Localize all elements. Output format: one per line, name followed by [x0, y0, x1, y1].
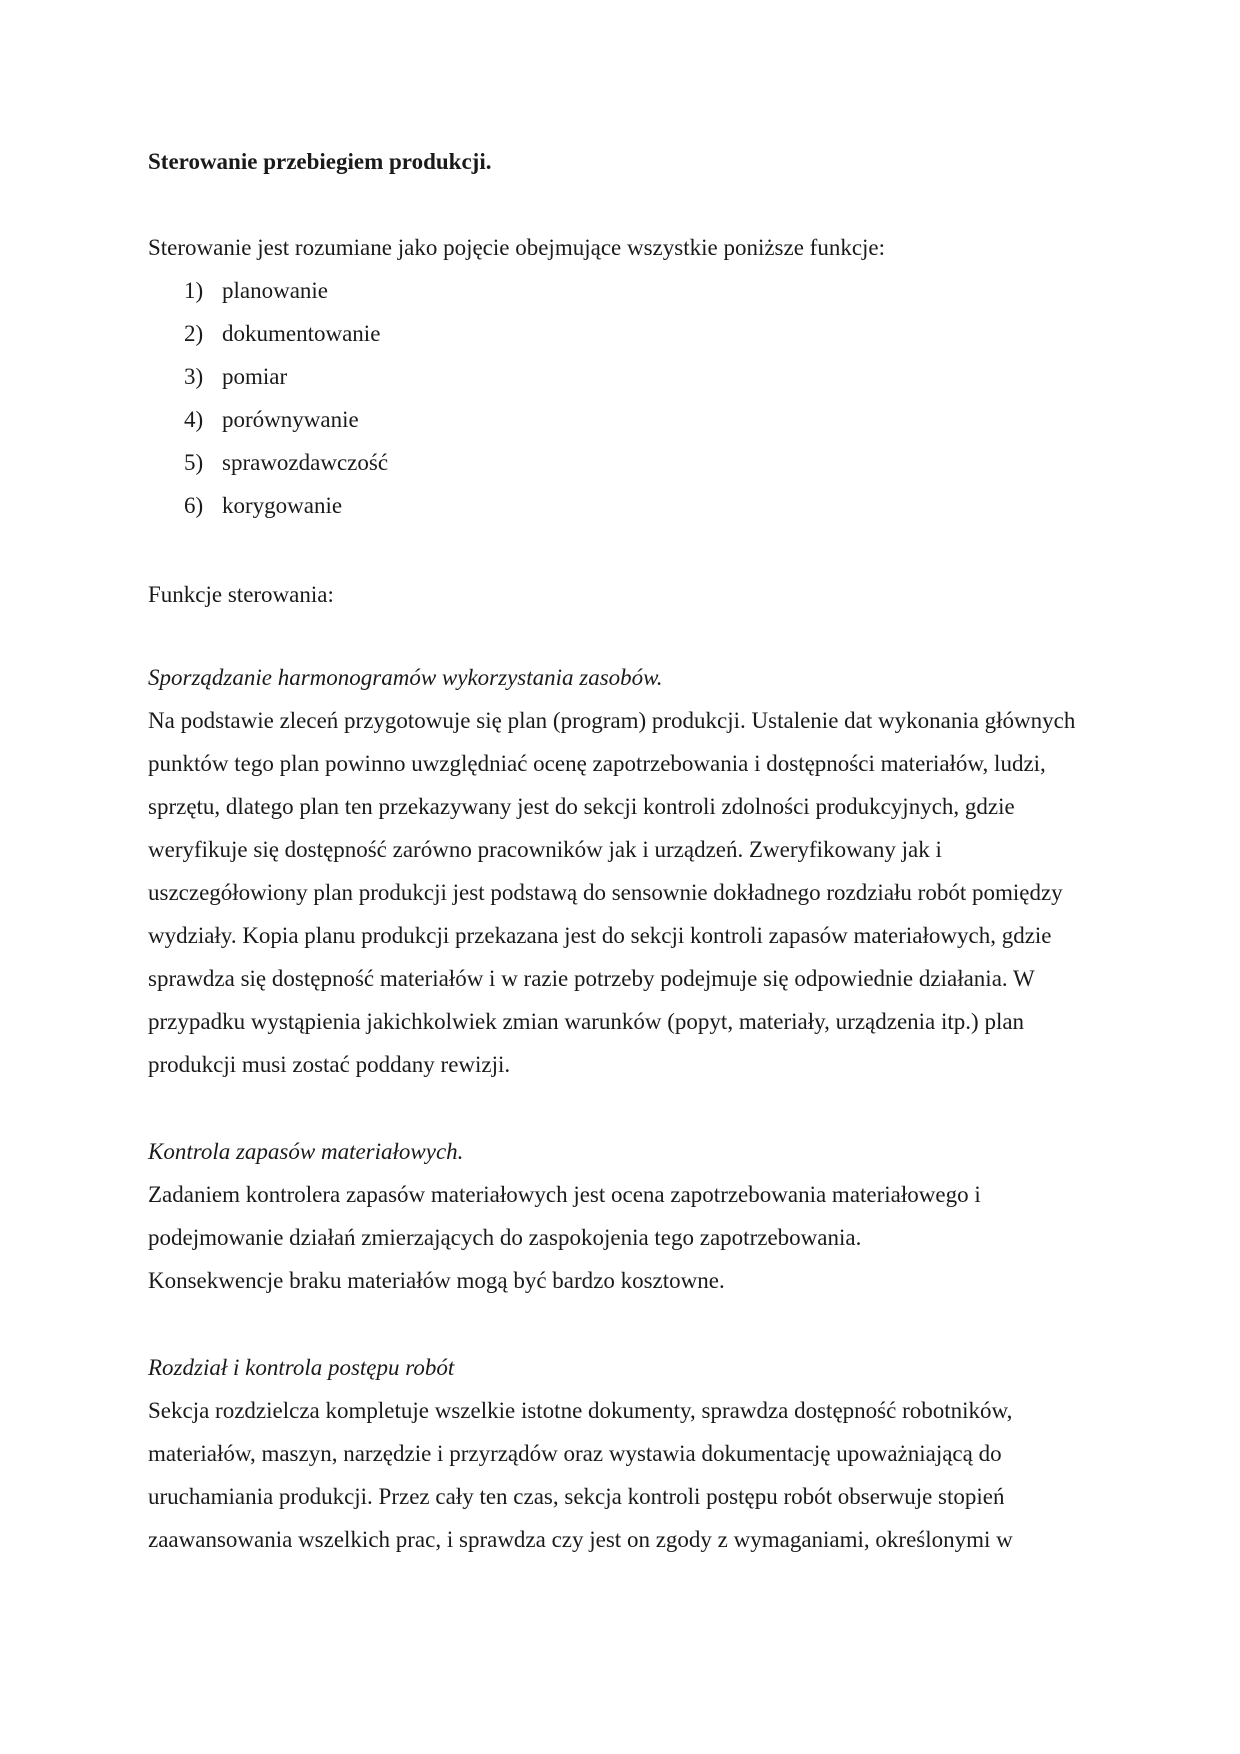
intro-paragraph: Sterowanie jest rozumiane jako pojęcie obejmujące wszystkie poniższe funkcje:: [148, 235, 886, 260]
list-item-number: 1): [184, 278, 204, 303]
list-item-label: porównywanie: [222, 407, 359, 432]
list-item-number: 5): [184, 450, 204, 475]
section-heading-schedules: Sporządzanie harmonogramów wykorzystania zasobów.: [148, 665, 663, 690]
functions-heading: Funkcje sterowania:: [148, 582, 334, 607]
list-item-number: 6): [184, 493, 204, 518]
section-body-schedules: Na podstawie zleceń przygotowuje się plan (program) produkcji. Ustalenie dat wykonania głównych punktów tego plan powinno uwzględniać ocenę zapotrzebowania i dostępności materiałów, ludzi, sprzętu, dlatego plan ten przekazywany jest do sekcji kontroli zdolności produkcyjnych, gdzie weryfikuje się dostępność zarówno pracowników jak i urządzeń. Zweryfikowany jak i uszczegółowiony plan produkcji jest podstawą do sensownie dokładnego rozdziału robót pomiędzy wydziały. Kopia planu produkcji przekazana jest do sekcji kontroli zapasów materiałowych, gdzie sprawdza się dostępność materiałów i w razie potrzeby podejmuje się odpowiednie działania. W przypadku wystąpienia jakichkolwiek zmian warunków (popyt, materiały, urządzenia itp.) plan produkcji musi zostać poddany rewizji.: [148, 708, 1076, 1077]
list-item: [184, 441, 1098, 484]
list-item-label: sprawozdawczość: [222, 450, 389, 475]
list-item-number: 2): [184, 321, 204, 346]
section-body-inventory: Zadaniem kontrolera zapasów materiałowych jest ocena zapotrzebowania materiałowego i podejmowanie działań zmierzających do zaspokojenia tego zapotrzebowania.: [148, 1182, 981, 1250]
section-heading-inventory: Kontrola zapasów materiałowych.: [148, 1139, 464, 1164]
list-item-label: korygowanie: [222, 493, 343, 518]
functions-list: [148, 269, 1098, 527]
list-item-number: 3): [184, 364, 204, 389]
list-item-label: planowanie: [222, 278, 329, 303]
list-item: [184, 269, 1098, 312]
list-item: [184, 398, 1098, 441]
document-body: [148, 146, 1098, 1561]
list-item: [184, 312, 1098, 355]
section-body-dispatch: Sekcja rozdzielcza kompletuje wszelkie istotne dokumenty, sprawdza dostępność robotników, materiałów, maszyn, narzędzie i przyrządów oraz wystawia dokumentację upoważniającą do uruchamiania produkcji. Przez cały ten czas, sekcja kontroli postępu robót obserwuje stopień zaawansowania wszelkich prac, i sprawdza czy jest on zgody z wymaganiami, określonymi w: [148, 1398, 1013, 1552]
section-body-inventory-consequences: Konsekwencje braku materiałów mogą być bardzo kosztowne.: [148, 1268, 725, 1293]
list-item-number: 4): [184, 407, 204, 432]
document-title: Sterowanie przebiegiem produkcji.: [148, 149, 492, 174]
list-item-label: pomiar: [222, 364, 288, 389]
list-item-label: dokumentowanie: [222, 321, 381, 346]
section-heading-dispatch: Rozdział i kontrola postępu robót: [148, 1355, 455, 1380]
list-item: [184, 355, 1098, 398]
list-item: [184, 484, 1098, 527]
